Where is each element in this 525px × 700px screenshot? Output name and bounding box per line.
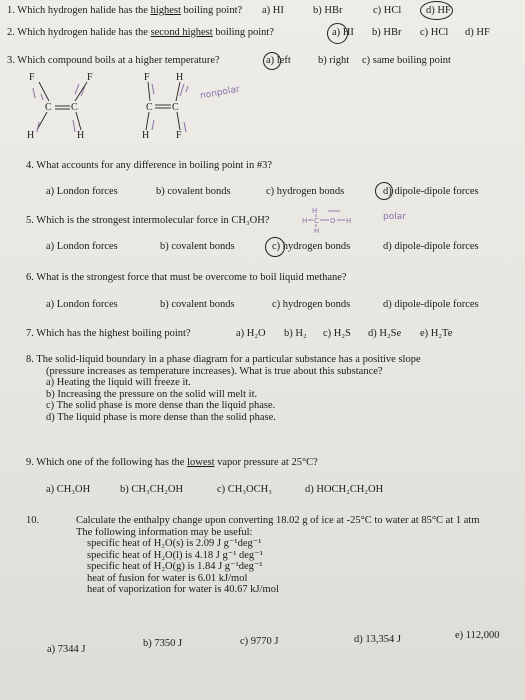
question-9 bbox=[26, 457, 318, 469]
question-1-text-end: boiling point? bbox=[180, 5, 243, 16]
question-2-text-end: boiling point? bbox=[212, 27, 274, 38]
question-7: 7. Which has the highest boiling point? bbox=[26, 328, 191, 339]
q5-option-a[interactable]: a) London forces bbox=[46, 241, 118, 252]
question-2 bbox=[7, 27, 274, 39]
question-9-text-end: vapor pressure at 25°C? bbox=[214, 457, 318, 468]
q10-option-e[interactable]: e) 112,000 bbox=[455, 630, 500, 641]
q10-info-gas-heat: specific heat of H₂O(g) is 1.84 J g⁻¹deg⁻¹ bbox=[87, 561, 263, 572]
svg-text:C: C bbox=[314, 217, 319, 225]
svg-text:H: H bbox=[77, 130, 85, 141]
q10-info-solid-heat: specific heat of H₂O(s) is 2.09 J g⁻¹deg⁻¹ bbox=[87, 538, 262, 549]
q8-option-b[interactable]: b) Increasing the pressure on the solid will melt it. bbox=[46, 388, 258, 400]
q10-option-a[interactable]: a) 7344 J bbox=[47, 644, 86, 655]
q4-answer-circle bbox=[375, 182, 393, 200]
svg-text:H: H bbox=[312, 207, 318, 215]
question-10-line-2: The following information may be useful: bbox=[76, 526, 253, 538]
question-4: 4. What accounts for any difference in boiling point in #3? bbox=[26, 160, 273, 171]
handwritten-nonpolar-note: nonpolar bbox=[199, 84, 241, 102]
q10-info-liquid-heat: specific heat of H₂O(l) is 4.18 J g⁻¹ deg⁻¹ bbox=[87, 549, 263, 561]
q9-option-d[interactable]: d) HOCH₂CH₂OH bbox=[305, 484, 384, 495]
q2-answer-circle bbox=[327, 23, 348, 44]
q7-option-c[interactable]: c) H₂S bbox=[323, 328, 351, 339]
methanol-sketch bbox=[300, 205, 360, 235]
q10-info-fusion: heat of fusion for water is 6.01 kJ/mol bbox=[87, 572, 248, 584]
q5-answer-circle bbox=[265, 237, 285, 257]
q6-option-d[interactable]: d) dipole-dipole forces bbox=[383, 299, 479, 310]
q8-option-c[interactable]: c) The solid phase is more dense than the liquid phase. bbox=[46, 400, 276, 411]
svg-text:H: H bbox=[27, 130, 35, 141]
question-8-line-1: 8. The solid-liquid boundary in a phase diagram for a particular substance has a positive slope bbox=[26, 354, 421, 365]
question-5: 5. Which is the strongest intermolecular force in CH₃OH? bbox=[26, 215, 270, 226]
q5-option-d[interactable]: d) dipole-dipole forces bbox=[383, 241, 479, 252]
q4-option-b[interactable]: b) covalent bonds bbox=[156, 186, 231, 197]
question-3: 3. Which compound boils at a higher temperature? bbox=[7, 55, 220, 66]
q6-option-a[interactable]: a) London forces bbox=[46, 299, 118, 310]
q2-option-d[interactable]: d) HF bbox=[465, 27, 490, 38]
question-9-emphasis: lowest bbox=[187, 457, 215, 468]
q9-option-c[interactable]: c) CH₃OCH₃ bbox=[217, 484, 272, 495]
svg-text:F: F bbox=[87, 72, 93, 83]
question-1 bbox=[7, 5, 242, 17]
q1-option-a[interactable]: a) HI bbox=[262, 5, 284, 16]
q1-answer-circle bbox=[420, 1, 453, 20]
question-8-line-2: (pressure increases as temperature increases). What is true about this substance? bbox=[46, 365, 383, 377]
svg-text:F: F bbox=[144, 72, 150, 83]
q10-option-c[interactable]: c) 9770 J bbox=[240, 636, 279, 647]
q6-option-b[interactable]: b) covalent bonds bbox=[160, 299, 235, 310]
q10-option-b[interactable]: b) 7350 J bbox=[143, 638, 183, 649]
q4-option-d[interactable]: d) dipole-dipole forces bbox=[383, 186, 479, 197]
q8-option-d[interactable]: d) The liquid phase is more dense than the solid phase. bbox=[46, 411, 276, 423]
q9-option-b[interactable]: b) CH₃CH₂OH bbox=[120, 484, 184, 495]
question-6: 6. What is the strongest force that must be overcome to boil liquid methane? bbox=[26, 272, 347, 283]
svg-text:C: C bbox=[45, 102, 52, 113]
q7-option-b[interactable]: b) H₂ bbox=[284, 328, 307, 339]
svg-text:H: H bbox=[314, 227, 320, 235]
svg-text:H: H bbox=[346, 217, 352, 225]
question-9-text: 9. Which one of the following has the bbox=[26, 457, 188, 468]
right-molecule-diagram bbox=[140, 70, 220, 150]
q4-option-c[interactable]: c) hydrogen bonds bbox=[266, 186, 345, 197]
q5-option-c[interactable]: c) hydrogen bonds bbox=[272, 241, 351, 252]
q3-option-a[interactable]: a) left bbox=[266, 55, 291, 66]
question-2-emphasis: second highest bbox=[150, 27, 213, 38]
question-8 bbox=[26, 354, 421, 423]
q4-option-a[interactable]: a) London forces bbox=[46, 186, 118, 197]
q1-option-b[interactable]: b) HBr bbox=[313, 5, 343, 16]
svg-text:F: F bbox=[176, 130, 182, 141]
q8-option-a[interactable]: a) Heating the liquid will freeze it. bbox=[46, 377, 191, 388]
q3-option-b[interactable]: b) right bbox=[318, 55, 350, 66]
q10-info-vaporization: heat of vaporization for water is 40.67 kJ/mol bbox=[87, 584, 279, 595]
svg-text:H: H bbox=[142, 130, 150, 141]
q7-option-e[interactable]: e) H₂Te bbox=[420, 328, 453, 339]
left-molecule-diagram bbox=[25, 70, 115, 150]
question-1-emphasis: highest bbox=[150, 5, 181, 16]
q2-option-b[interactable]: b) HBr bbox=[372, 27, 402, 38]
handwritten-polar-note: polar bbox=[383, 212, 406, 222]
question-10 bbox=[76, 515, 480, 596]
q7-option-a[interactable]: a) H₂O bbox=[236, 328, 266, 339]
q7-option-d[interactable]: d) H₂Se bbox=[368, 328, 402, 339]
q1-option-d[interactable]: d) HF bbox=[426, 5, 451, 16]
q3-option-c[interactable]: c) same boiling point bbox=[362, 55, 451, 66]
q1-option-c[interactable]: c) HCl bbox=[373, 5, 402, 16]
svg-text:C: C bbox=[71, 102, 78, 113]
question-10-number: 10. bbox=[26, 515, 40, 526]
svg-text:O: O bbox=[330, 217, 336, 225]
q10-option-d[interactable]: d) 13,354 J bbox=[354, 634, 401, 645]
q9-option-a[interactable]: a) CH₃OH bbox=[46, 484, 91, 495]
svg-text:H: H bbox=[176, 72, 184, 83]
q5-option-b[interactable]: b) covalent bonds bbox=[160, 241, 235, 252]
svg-text:C: C bbox=[146, 102, 153, 113]
svg-text:F: F bbox=[29, 72, 35, 83]
svg-text:H: H bbox=[302, 217, 308, 225]
question-10-line-1: Calculate the enthalpy change upon converting 18.02 g of ice at -25°C to water at 85°C at 1 atm bbox=[76, 515, 480, 526]
q3-answer-circle bbox=[263, 52, 281, 70]
q2-option-c[interactable]: c) HCl bbox=[420, 27, 449, 38]
question-1-text: 1. Which hydrogen halide has the bbox=[7, 5, 151, 16]
q2-option-a[interactable]: a) HI bbox=[332, 27, 354, 38]
question-2-text: 2. Which hydrogen halide has the bbox=[7, 27, 151, 38]
svg-text:C: C bbox=[172, 102, 179, 113]
q6-option-c[interactable]: c) hydrogen bonds bbox=[272, 299, 351, 310]
